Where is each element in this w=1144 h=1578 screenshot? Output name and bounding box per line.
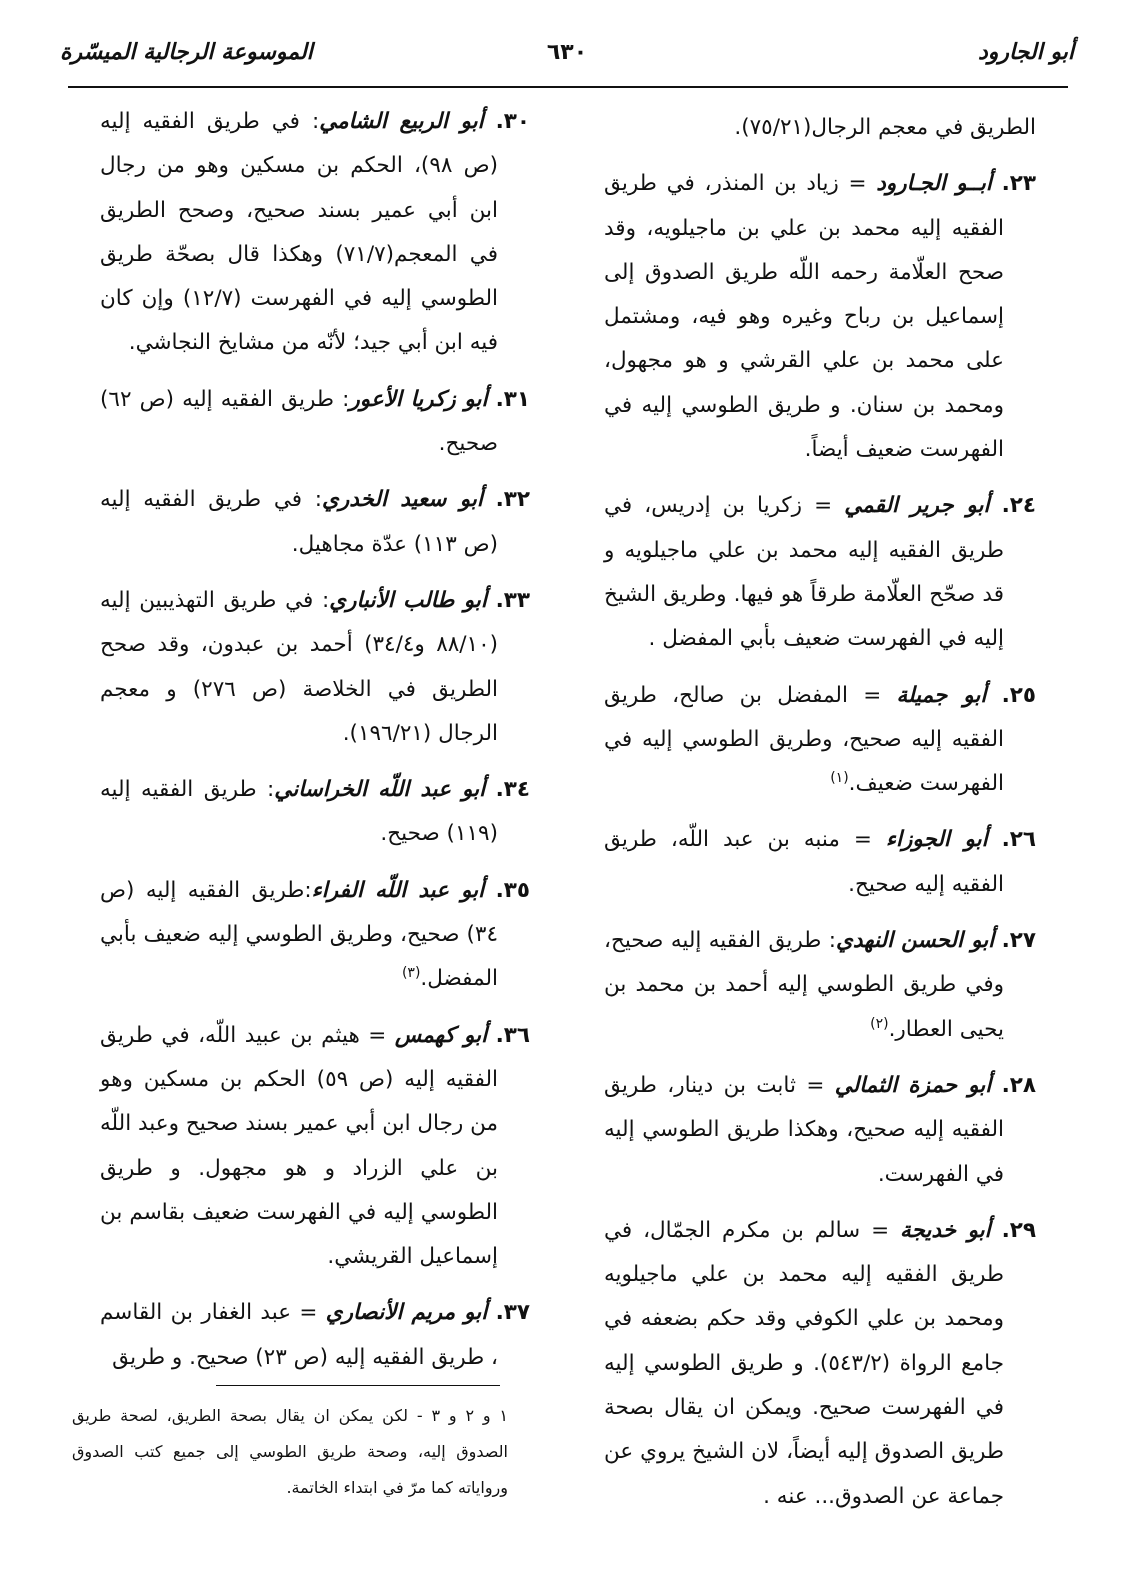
entry-name: أبو عبد اللّه الخراساني <box>274 777 486 803</box>
entry-text: : طريق الفقيه إليه (ص ٦٢) صحيح. <box>100 386 498 457</box>
entry-name: أبو زكريا الأعور <box>349 386 488 412</box>
entry-name: أبو كهمس <box>394 1022 488 1048</box>
entry-number: ٣٥. <box>495 877 530 903</box>
entry-item <box>604 818 1036 907</box>
entry-item <box>100 1014 530 1280</box>
entry-text: = هيثم بن عبيد اللّه، في طريق الفقيه إليه (ص ٥٩) الحكم بن مسكين وهو من رجال ابن أبي عمير بسند صحيح وعبد اللّه بن علي الزراد و هو مجهول. و طريق الطوسي إليه في الفهرست ضعيف بقاسم بن إسماعيل القريشي. <box>100 1022 498 1270</box>
page-number: ٦٣٠ <box>546 40 588 65</box>
left-entries <box>100 100 530 1380</box>
entry-item <box>100 768 530 857</box>
entry-text: : طريق الفقيه إليه (١١٩) صحيح. <box>100 777 498 847</box>
entry-number: ٣٢. <box>495 487 531 513</box>
entry-number: ٣١. <box>495 386 531 412</box>
footnote: ١ و ٢ و ٣ - لكن يمكن ان يقال بصحة الطريق، لصحة طريق الصدوق إليه، وصحة طريق الطوسي إلى جميع كتب الصدوق ورواياته كما مرّ في ابتداء الخاتمة. <box>72 1406 509 1497</box>
entry-name: أبو عبد اللّه الفراء <box>311 877 485 903</box>
right-column <box>604 100 1036 1531</box>
footnote-marker: (٢) <box>870 1015 889 1032</box>
entry-name: أبو سعيد الخدري <box>322 487 483 513</box>
entry-text: = زياد بن المنذر، في طريق الفقيه إليه محمد بن علي بن ماجيلويه، وقد صحح العلّامة رحمه اللّه طريق الصدوق إلى إسماعيل بن رباح وغيره وهو فيه، ومشتمل على محمد بن علي القرشي و هو مجهول، ومحمد بن سنان. و طريق الطوسي إليه في الفهرست ضعيف أيضاً. <box>604 171 1004 463</box>
entry-text: : طريق الفقيه إليه صحيح، وفي طريق الطوسي إليه أحمد بن محمد بن يحيى العطار. <box>604 928 1004 1042</box>
entry-name: أبو مريم الأنصاري <box>325 1300 488 1326</box>
entry-item <box>100 478 530 567</box>
entry-text: = المفضل بن صالح، طريق الفقيه إليه صحيح، وطريق الطوسي إليه في الفهرست ضعيف. <box>604 682 1004 797</box>
header-rule <box>68 86 1068 88</box>
continuation-text: الطريق في معجم الرجال(٧٥/٢١). <box>734 115 1036 140</box>
entry-name: أبو خديجة <box>900 1217 991 1243</box>
entry-text: = زكريا بن إدريس، في طريق الفقيه إليه محمد بن علي ماجيلويه و قد صحّح العلّامة طرقاً هو فيها. وطريق الشيخ إليه في الفهرست ضعيف بأبي المفضل . <box>604 493 1004 652</box>
entry-number: ٣٣. <box>495 587 530 613</box>
entry-text: = سالم بن مكرم الجمّال، في طريق الفقيه إليه محمد بن علي ماجيلويه ومحمد بن علي الكوفي وقد حكم بضعفه في جامع الرواة (٥٤٣/٢). و طريق الطوسي إليه في الفهرست صحيح. ويمكن ان يقال بصحة طريق الصدوق إليه أيضاً، لان الشيخ يروي عن جماعة عن الصدوق... عنه . <box>604 1217 1004 1509</box>
entry-number: ٣٧. <box>495 1300 530 1326</box>
entry-name: أبو حمزة الثمالي <box>834 1072 992 1098</box>
entry-item <box>100 378 530 467</box>
running-title-left: الموسوعة الرجالية الميسّرة <box>60 40 313 65</box>
entry-item <box>604 162 1036 472</box>
entry-text: :طريق الفقيه إليه (ص ٣٤) صحيح، وطريق الطوسي إليه ضعيف بأبي المفضل. <box>100 877 498 992</box>
entry-item <box>604 1209 1036 1519</box>
left-column <box>100 100 530 1392</box>
entry-text: = منبه بن عبد اللّه، طريق الفقيه إليه صحيح. <box>604 827 1004 897</box>
entry-text: = عبد الغفار بن القاسم ، طريق الفقيه إليه (ص ٢٣) صحيح. و طريق <box>100 1300 498 1370</box>
entry-name: أبو جرير القمي <box>844 493 990 519</box>
entry-name: أبو طالب الأنباري <box>329 587 487 613</box>
entry-item <box>604 484 1036 661</box>
entry-item <box>604 1064 1036 1197</box>
entry-item <box>604 674 1036 807</box>
entry-number: ٢٩. <box>1001 1217 1036 1243</box>
right-entries <box>604 162 1036 1519</box>
entry-text: = ثابت بن دينار، طريق الفقيه إليه صحيح، وهكذا طريق الطوسي إليه في الفهرست. <box>604 1072 1004 1187</box>
entry-name: أبو الجوزاء <box>885 827 988 853</box>
entry-name: أبو الحسن النهدي <box>836 928 995 954</box>
entry-item <box>604 919 1036 1052</box>
page-header <box>60 40 1074 78</box>
entry-name: أبو جميلة <box>896 682 987 708</box>
entry-text: : في طريق الفقيه إليه (ص ٩٨)، الحكم بن مسكين وهو من رجال ابن أبي عمير بسند صحيح، وصحح الطريق في المعجم(٧١/٧) وهكذا قال بصحّة طريق الطوسي إليه في الفهرست (١٢/٧) وإن كان فيه ابن أبي جيد؛ لأنّه من مشايخ النجاشي. <box>100 109 499 356</box>
entry-number: ٢٥. <box>1001 682 1036 708</box>
entry-number: ٢٧. <box>1001 928 1036 954</box>
entry-item <box>100 1291 530 1380</box>
entry-number: ٢٨. <box>1001 1072 1036 1098</box>
entry-number: ٣٦. <box>495 1022 530 1048</box>
entry-item <box>100 869 530 1002</box>
entry-item <box>100 579 530 756</box>
entry-number: ٣٤. <box>495 777 530 803</box>
footnote-rule <box>216 1385 500 1386</box>
running-title-right: أبو الجارود <box>977 40 1074 65</box>
entry-item <box>100 100 530 366</box>
entry-text: : في طريق التهذيبين إليه (٨٨/١٠ و٣٤/٤) أحمد بن عبدون، وقد صحح الطريق في الخلاصة (ص ٢٧٦) و معجم الرجال (١٩٦/٢١). <box>100 587 499 746</box>
entry-number: ٢٦. <box>1001 827 1036 853</box>
entry-text: : في طريق الفقيه إليه (ص ١١٣) عدّة مجاهيل. <box>100 487 498 557</box>
entry-name: أبــو الجـارود <box>876 171 992 197</box>
footnote-marker: (١) <box>830 770 849 786</box>
footnote-marker: (٣) <box>401 965 421 982</box>
entry-number: ٣٠. <box>495 109 530 134</box>
entry-number: ٢٣. <box>1001 171 1037 197</box>
entry-name: أبو الربيع الشامي <box>319 109 484 134</box>
entry-number: ٢٤. <box>1001 493 1036 519</box>
